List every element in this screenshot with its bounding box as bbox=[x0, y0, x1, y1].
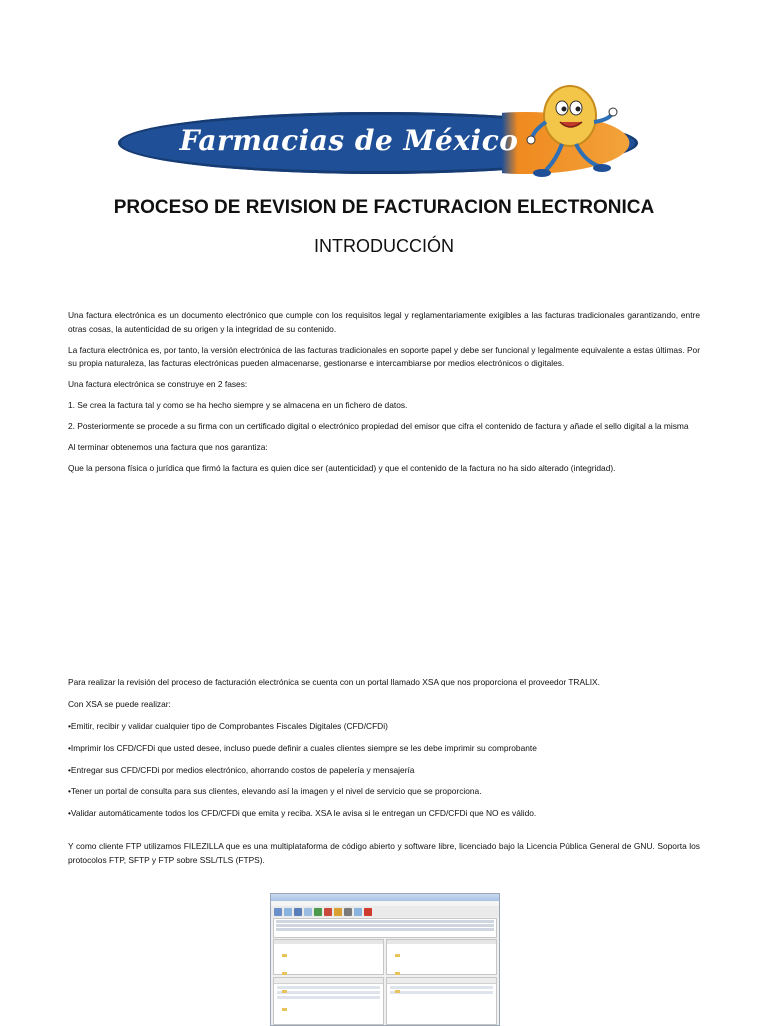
screenshot-toolbar bbox=[271, 906, 499, 917]
xsa-section bbox=[68, 676, 700, 829]
paragraph: 2. Posteriormente se procede a su firma con un certificado digital o electrónico propiedad del emisor que cifra el contenido de factura y añade el sello digital a la misma bbox=[68, 421, 689, 431]
filezilla-screenshot-image bbox=[270, 893, 500, 1026]
mascot-pill-icon bbox=[512, 78, 642, 188]
filezilla-section bbox=[68, 840, 700, 875]
document-title: PROCESO DE REVISION DE FACTURACION ELECTRONICA bbox=[113, 197, 655, 218]
logo-brand-text: Farmacias de México bbox=[179, 124, 519, 157]
paragraph: Una factura electrónica es un documento electrónico que cumple con los requisitos legal y reglamentariamente exigibles a las facturas tradicionales garantizando, entre otras cosas, la autenticidad de su origen y la integridad de su contenido. bbox=[68, 310, 700, 334]
paragraph: Con XSA se puede realizar: bbox=[68, 698, 171, 709]
paragraph: Que la persona física o jurídica que firmó la factura es quien dice ser (autenticidad) y que el contenido de la factura no ha sido alterado (integridad). bbox=[68, 463, 616, 473]
screenshot-titlebar bbox=[271, 894, 499, 901]
paragraph: 1. Se crea la factura tal y como se ha hecho siempre y se almacena en un fichero de datos. bbox=[68, 400, 408, 410]
bullet-item: •Imprimir los CFD/CFDi que usted desee, incluso puede definir a cuales clientes siempre se les debe imprimir su comprobante bbox=[68, 742, 537, 753]
paragraph: Y como cliente FTP utilizamos FILEZILLA que es una multiplataforma de código abierto y software libre, licenciado bajo la Licencia Pública General de GNU. Soporta los protocolos FTP, SFTP y FTP sobre SSL/TLS (FTPS). bbox=[68, 841, 700, 865]
paragraph: Al terminar obtenemos una factura que nos garantiza: bbox=[68, 442, 268, 452]
farmacias-logo bbox=[112, 78, 672, 188]
screenshot-tree-panes bbox=[273, 939, 497, 975]
bullet-item: •Tener un portal de consulta para sus clientes, elevando así la imagen y el nivel de servicio que se proporciona. bbox=[68, 786, 482, 797]
intro-section bbox=[68, 309, 700, 483]
document-subtitle: INTRODUCCIÓN bbox=[314, 236, 454, 256]
paragraph: La factura electrónica es, por tanto, la versión electrónica de las facturas tradicionales en soporte papel y debe ser funcional y legalmente equivalente a estas últimas. Por su propia naturaleza, las facturas electrónicas pueden almacenarse, gestionarse e intercambiarse por medios electrónicos o digitales. bbox=[68, 344, 700, 368]
bullet-item: •Entregar sus CFD/CFDi por medios electrónico, ahorrando costos de papelería y mensajería bbox=[68, 764, 415, 775]
screenshot-message-log bbox=[273, 918, 497, 938]
paragraph: Para realizar la revisión del proceso de facturación electrónica se cuenta con un portal llamado XSA que nos proporciona el proveedor TRALIX. bbox=[68, 677, 600, 687]
bullet-item: •Validar automáticamente todos los CFD/CFDi que emita y reciba. XSA le avisa si le entregan un CFD/CFDi que NO es válido. bbox=[68, 808, 537, 819]
bullet-item: •Emitir, recibir y validar cualquier tipo de Comprobantes Fiscales Digitales (CFD/CFDi) bbox=[68, 720, 388, 731]
paragraph: Una factura electrónica se construye en 2 fases: bbox=[68, 379, 248, 389]
